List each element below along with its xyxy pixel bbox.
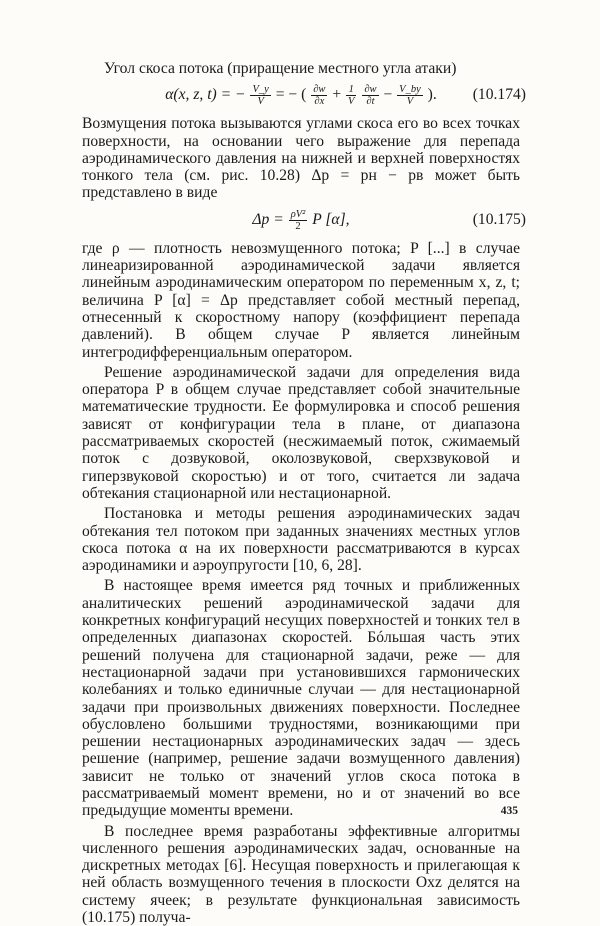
paragraph-4: Постановка и методы решения аэродинамических задач обтекания тел потоком при заданных значениях местных углов скоса потока α на их поверхности рассматриваются в курсах аэродинамики и аэроупругости [10, 6, 28]. <box>82 505 520 575</box>
equation-10-174 <box>82 78 526 112</box>
equation-10-175 <box>82 203 526 237</box>
paragraph-6: В последнее время разработаны эффективные алгоритмы численного решения аэродинамических задач, основанные на дискретных методах [6]. Несущая поверхность и прилегающая к ней область возмущенного течения в плоскости Oxz делятся на систему ячеек; в результате функциональная зависимость (10.175) получа- <box>82 822 520 926</box>
fraction: $\frac{V\_by}{V}$ <box>399 84 421 108</box>
paragraph-3: Решение аэродинамической задачи для определения вида оператора P в общем случае представляет собой значительные математические трудности. Ее формулировка и способ решения зависят от конфигурации тела в плане, от диапазона рассматриваемых скоростей (несжимаемый поток, сжимаемый поток с дозвуковой, околозвуковой, сверхзвуковой и гиперзвуковой скоростью) и от того, считается ли задача обтекания стационарной или нестационарной. <box>82 363 520 502</box>
fraction: $\frac{V\_y}{V}$ <box>252 84 269 108</box>
paragraph-2: где ρ — плотность невозмущенного потока; P [...] в случае линеаризированной аэродинамической задачи является линейным аэродинамическим оператором по переменным x, z, t; величина P [α] = Δp представляет собой местный перепад, отнесенный к скоростному напору (коэффициент перепада давлений). В общем случае P является линейным интегродифференциальным оператором. <box>82 239 520 361</box>
equation-10-174-expression: α(x, z, t) = − $\frac{V\_y}{V}$ = − ( $\frac{\partial w}{\partial x}$ + $\frac{1}{V}$ $\frac{\partial w}{\partial t}$ − $\frac{V\_by}{V}$ ). <box>165 84 437 108</box>
equation-number: (10.174) <box>472 86 526 104</box>
equation-10-175-expression: Δp = $\frac{\text{ρV²}}{2}$ P [α], <box>252 208 350 232</box>
paragraph-5: В настоящее время имеется ряд точных и приближенных аналитических решений аэродинамической задачи для конкретных конфигураций несущих поверхностей и тонких тел в определенных диапазонах скоростей. Бóльшая часть этих решений получена для стационарной задачи, реже — для нестационарной задачи при установившихся гармонических колебаниях и только единичные случаи — для нестационарной задачи при произвольных движениях поверхности. Последнее обусловлено большими трудностями, возникающими при решении нестационарных аэродинамических задач — здесь решение (например, решение задачи возмущенного давления) зависит не только от значений углов скоса потока в рассматриваемый момент времени, но и от значений во все предыдущие моменты времени. <box>82 577 520 820</box>
paragraph-1: Возмущения потока вызываются углами скоса его во всех точках поверхности, на основании чего выражение для перепада аэродинамического давления на нижней и верхней поверхностях тонкого тела (см. рис. 10.28) Δp = pн − pв может быть представлено в виде <box>82 115 520 202</box>
fraction: $\frac{\partial w}{\partial t}$ <box>364 84 377 108</box>
equation-intro: Угол скоса потока (приращение местного угла атаки) <box>104 60 457 77</box>
page-number: 435 <box>500 805 518 817</box>
equation-number: (10.175) <box>472 210 526 228</box>
fraction: $\frac{\partial w}{\partial x}$ <box>313 84 326 108</box>
fraction: $\frac{1}{V}$ <box>348 84 355 108</box>
fraction: $\frac{\text{ρV²}}{2}$ <box>290 208 306 232</box>
